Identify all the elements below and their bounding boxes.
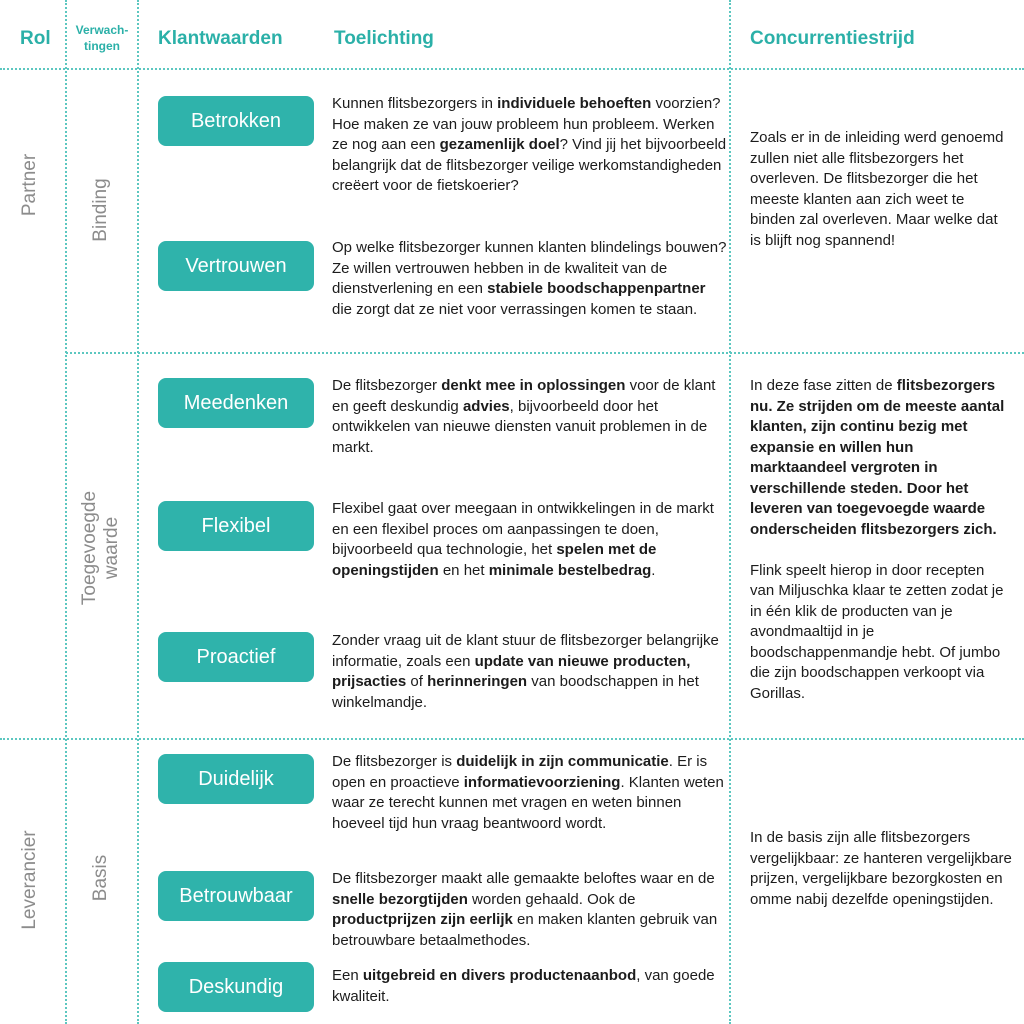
body-text: , bijvoorbeeld door het ontwikkelen van nieuwe diensten vanuit problemen in de markt.	[332, 397, 708, 456]
value-betrokken-pill: Betrokken	[158, 96, 314, 146]
emphasis-text: spelen met de openingstijden	[332, 541, 657, 579]
body-text: .	[651, 561, 656, 579]
description-deskundig	[332, 966, 727, 1007]
body-text: In deze fase zitten de	[750, 377, 897, 394]
value-duidelijk-pill: Duidelijk	[158, 754, 314, 804]
emphasis-text: update van nieuwe producten, prijsacties	[332, 652, 691, 691]
expectation-toegevoegde-waarde-text: Toegevoegde waarde	[79, 490, 122, 606]
expectation-toegevoegde-waarde	[79, 463, 123, 633]
body-text: en maken klanten gebruik van betrouwbare betaalmethodes.	[332, 911, 718, 949]
body-text: voorzien? Hoe maken ze van jouw probleem hun probleem. Werken ze nog aan een	[332, 95, 721, 154]
col-divider-1	[65, 0, 67, 1024]
header-concurrentiestrijd: Concurrentiestrijd	[750, 28, 915, 49]
value-betrouwbaar-pill: Betrouwbaar	[158, 871, 314, 921]
body-text: De flitsbezorger	[332, 377, 442, 394]
body-text: De flitsbezorger maakt alle gemaakte beloftes waar en de	[332, 870, 715, 887]
body-text: en het	[438, 561, 489, 579]
body-text: Flink speelt hierop in door recepten van Miljuschka klaar te zetten zodat je in één klik de producten van je avondmaaltijd in je boodschappenmandje hebt. Of jumbo die zijn boodschappen verkoopt via Gorillas.	[750, 561, 1004, 702]
body-text: Op welke flitsbezorger kunnen klanten blindelings bouwen? Ze willen vertrouwen hebben in de kwaliteit van de dienstverlening en een	[332, 239, 727, 298]
emphasis-text: uitgebreid en divers productenaanbod	[362, 967, 637, 984]
emphasis-text: snelle bezorgtijden	[332, 890, 468, 908]
body-text: die zorgt dat ze niet voor verrassingen komen te staan.	[332, 300, 698, 318]
body-text: De flitsbezorger is	[332, 753, 457, 770]
value-deskundig-pill: Deskundig	[158, 962, 314, 1012]
value-vertrouwen-pill: Vertrouwen	[158, 241, 314, 291]
description-betrokken	[332, 94, 727, 197]
role-leverancier: Leverancier	[19, 830, 40, 930]
body-text: Kunnen flitsbezorgers in	[332, 95, 498, 112]
col-divider-3	[729, 0, 731, 1024]
body-text: worden gehaald. Ook de	[467, 890, 636, 908]
description-meedenken	[332, 376, 727, 458]
header-verwachtingen-text: Verwach- tingen	[75, 23, 129, 53]
body-text: In de basis zijn alle flitsbezorgers vergelijkbaar: ze hanteren vergelijkbare prijzen, vergelijkbare bezorgkosten en omme nabij dezelfde openingstijden.	[750, 829, 1012, 908]
emphasis-text: productprijzen zijn eerlijk	[332, 911, 513, 929]
body-text: Zoals er in de inleiding werd genoemd zullen niet alle flitsbezorgers het overleven. De flitsbezorger die het meeste klanten aan zich weet te binden zal overleven. Maar welke dat is blijft nog spannend!	[750, 129, 1004, 249]
body-text: . Er is open en proactieve	[332, 753, 708, 791]
body-text: voor de klant en geeft deskundig	[332, 377, 716, 415]
value-meedenken-pill: Meedenken	[158, 378, 314, 428]
expectation-basis: Basis	[90, 854, 111, 902]
emphasis-text: herinneringen	[427, 673, 528, 691]
emphasis-text: advies	[462, 397, 510, 415]
header-klantwaarden: Klantwaarden	[158, 28, 283, 49]
competition-binding	[750, 128, 1012, 251]
body-text: Flexibel gaat over meegaan in ontwikkelingen in de markt en een flexibel proces om aanpassingen te doen, bijvoorbeeld qua technologie, het	[332, 500, 714, 559]
value-flexibel-pill: Flexibel	[158, 501, 314, 551]
body-text: , van goede kwaliteit.	[332, 967, 715, 1005]
emphasis-text: flitsbezorgers nu. Ze strijden om de meeste aantal klanten, zijn continu bezig met expansie en willen hun marktaandeel vergroten in verschillende steden. Door het leveren van toegevoegde waarde onderscheiden flitsbezorgers zich.	[750, 377, 1005, 538]
description-flexibel	[332, 499, 727, 581]
row-divider-1	[66, 352, 1024, 354]
role-partner: Partner	[19, 153, 40, 217]
body-text: Zonder vraag uit de klant stuur de flitsbezorger belangrijke informatie, zoals een	[332, 632, 719, 670]
header-divider	[0, 68, 1024, 70]
col-divider-2	[137, 0, 139, 1024]
emphasis-text: stabiele boodschappenpartner	[487, 280, 706, 298]
body-text: Een	[332, 967, 363, 984]
header-rol: Rol	[20, 28, 51, 49]
emphasis-text: individuele behoeften	[497, 95, 652, 112]
competition-basis	[750, 828, 1012, 910]
value-proactief-pill: Proactief	[158, 632, 314, 682]
header-verwachtingen	[68, 22, 136, 54]
competition-toegevoegde-waarde	[750, 376, 1012, 704]
body-text: ? Vind jij het bijvoorbeeld belangrijk dat de flitsbezorger veilige werkomstandigheden creëert voor de fietskoerier?	[332, 136, 727, 195]
emphasis-text: duidelijk in zijn communicatie	[456, 753, 669, 770]
description-proactief	[332, 631, 727, 713]
emphasis-text: informatievoorziening	[463, 773, 621, 791]
row-divider-2	[0, 738, 1024, 740]
description-duidelijk	[332, 752, 727, 834]
emphasis-text: minimale bestelbedrag	[488, 561, 652, 579]
emphasis-text: gezamenlijk doel	[439, 136, 560, 154]
emphasis-text: denkt mee in oplossingen	[441, 377, 626, 394]
expectation-binding: Binding	[90, 178, 111, 242]
header-toelichting: Toelichting	[334, 28, 434, 49]
body-text: van boodschappen in het winkelmandje.	[332, 673, 699, 711]
body-text: of	[406, 673, 428, 691]
body-text: . Klanten weten waar ze terecht kunnen met vragen en weten binnen hoeveel tijd hun vraag beantwoord wordt.	[332, 773, 724, 832]
description-betrouwbaar	[332, 869, 727, 951]
description-vertrouwen	[332, 238, 727, 320]
